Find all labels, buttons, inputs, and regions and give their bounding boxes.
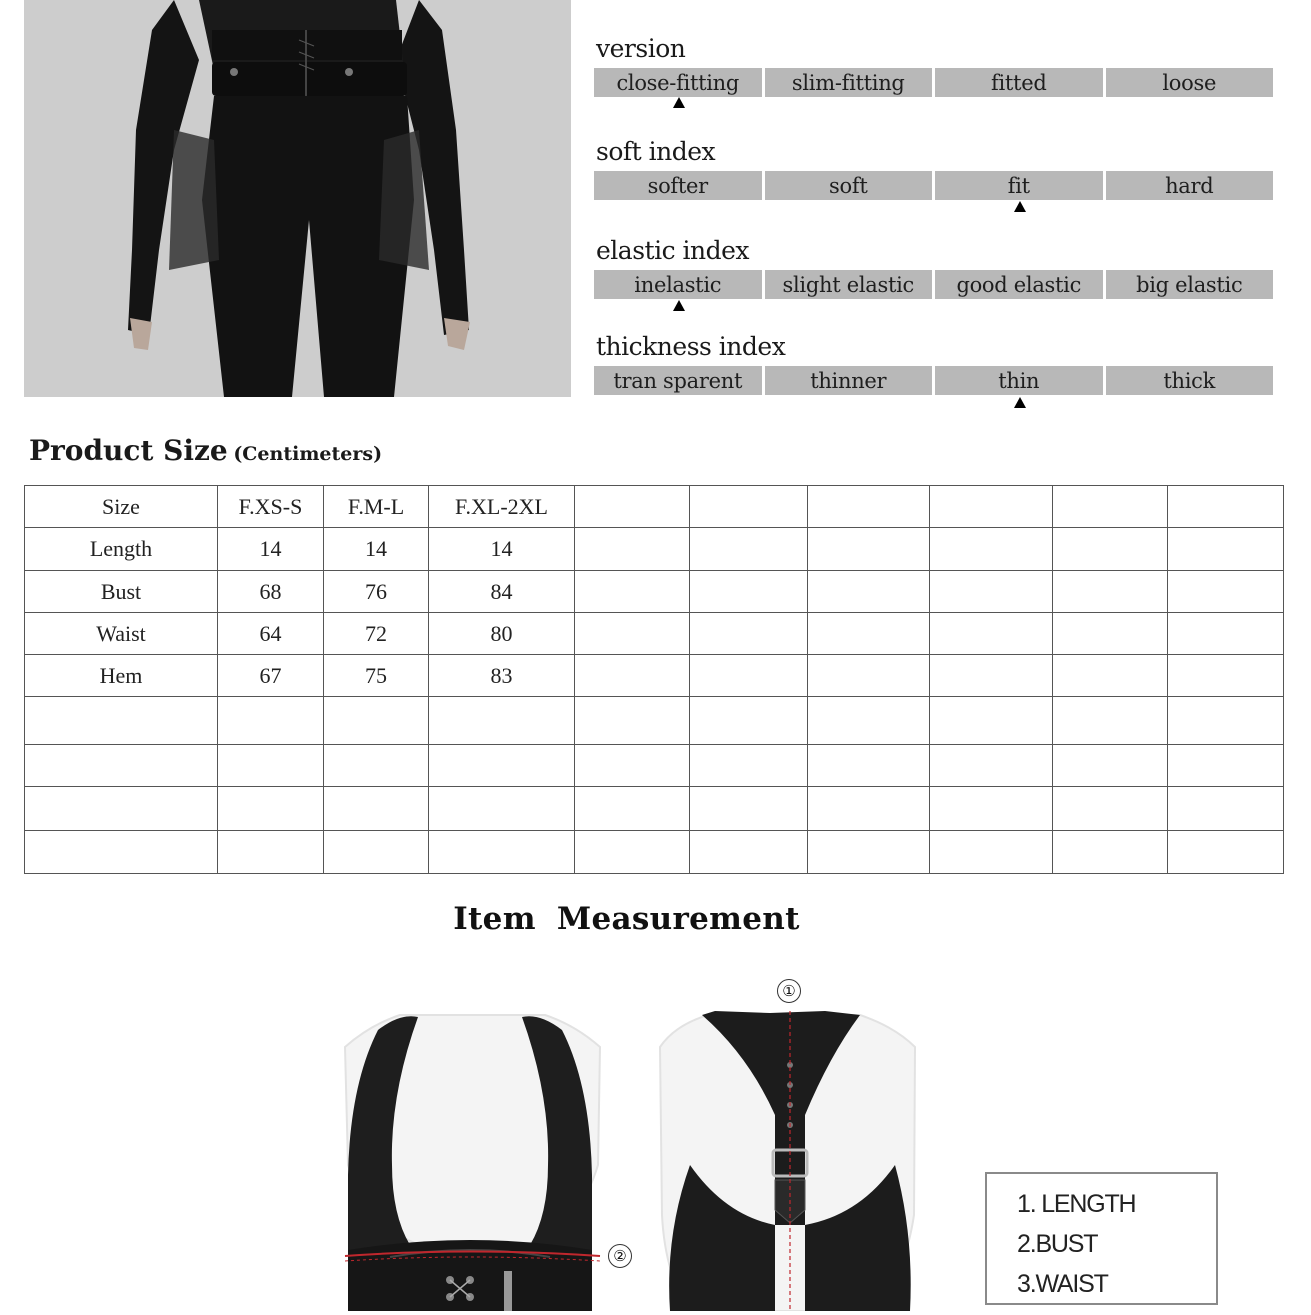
table-cell [429, 745, 575, 787]
table-cell [1053, 655, 1168, 697]
product-size-unit: (Centimeters) [233, 443, 383, 465]
table-header-cell: F.XS-S [218, 486, 324, 528]
table-cell: 83 [429, 655, 575, 697]
table-row [25, 613, 1284, 655]
table-cell [1053, 613, 1168, 655]
product-photo [24, 0, 571, 397]
scale-option: thinner [765, 366, 933, 395]
table-cell [25, 831, 218, 874]
scale-option: big elastic [1106, 270, 1274, 299]
table-cell [429, 787, 575, 831]
product-size-heading: Product Size [29, 434, 228, 467]
table-cell [690, 571, 808, 613]
scale-option: loose [1106, 68, 1274, 97]
table-cell [429, 831, 575, 874]
scale-row [594, 68, 1273, 97]
scale-row [594, 171, 1273, 200]
table-cell [218, 831, 324, 874]
selected-marker-icon [1014, 201, 1026, 212]
table-cell [324, 831, 429, 874]
table-cell: Waist [25, 613, 218, 655]
table-cell [1053, 787, 1168, 831]
table-cell [690, 486, 808, 528]
table-cell [930, 528, 1053, 571]
measurement-legend [985, 1172, 1218, 1305]
marker-1-icon: ① [777, 979, 801, 1003]
table-cell [690, 787, 808, 831]
table-cell [690, 697, 808, 745]
table-cell [1168, 571, 1284, 613]
table-row [25, 787, 1284, 831]
table-cell [575, 831, 690, 874]
table-cell: 14 [429, 528, 575, 571]
table-cell [808, 787, 930, 831]
table-cell [808, 571, 930, 613]
table-cell [1168, 655, 1284, 697]
table-cell [808, 831, 930, 874]
table-cell [808, 655, 930, 697]
table-cell [575, 697, 690, 745]
table-cell [808, 486, 930, 528]
table-cell [690, 528, 808, 571]
table-cell: 64 [218, 613, 324, 655]
scale-title: elastic index [596, 236, 750, 265]
table-cell [1053, 697, 1168, 745]
table-cell [324, 697, 429, 745]
table-cell [575, 655, 690, 697]
legend-item: 1. LENGTH [1017, 1190, 1136, 1218]
table-cell [1053, 486, 1168, 528]
product-size-title [29, 434, 382, 467]
scale-option: close-fitting [594, 68, 762, 97]
table-cell [575, 571, 690, 613]
selected-marker-icon [1014, 397, 1026, 408]
table-cell [25, 697, 218, 745]
table-cell [808, 613, 930, 655]
table-cell: 84 [429, 571, 575, 613]
table-cell: 75 [324, 655, 429, 697]
table-cell [1168, 486, 1284, 528]
table-cell [1168, 528, 1284, 571]
scale-option: fit [935, 171, 1103, 200]
vest-front [345, 1015, 600, 1311]
table-cell [690, 745, 808, 787]
table-cell: Hem [25, 655, 218, 697]
table-row [25, 745, 1284, 787]
table-cell [1053, 831, 1168, 874]
table-cell: 80 [429, 613, 575, 655]
table-cell [575, 745, 690, 787]
table-cell: 76 [324, 571, 429, 613]
garment-diagram [330, 975, 930, 1315]
scale-title: thickness index [596, 332, 786, 361]
table-row [25, 831, 1284, 874]
scale-option: tran sparent [594, 366, 762, 395]
table-cell [690, 613, 808, 655]
table-cell: 67 [218, 655, 324, 697]
scale-option: inelastic [594, 270, 762, 299]
size-table [24, 485, 1284, 874]
model-illustration [24, 0, 571, 397]
vest-back [660, 1011, 915, 1311]
table-cell [324, 787, 429, 831]
item-measurement-title: Item Measurement [453, 901, 800, 937]
table-cell [690, 655, 808, 697]
table-cell: 68 [218, 571, 324, 613]
legend-item: 2.BUST [1017, 1230, 1098, 1258]
scale-row [594, 366, 1273, 395]
table-cell [808, 528, 930, 571]
legend-item: 3.WAIST [1017, 1270, 1108, 1298]
selected-marker-icon [673, 300, 685, 311]
scale-option: softer [594, 171, 762, 200]
table-cell [930, 831, 1053, 874]
table-cell [1053, 528, 1168, 571]
scale-row [594, 270, 1273, 299]
scale-option: thin [935, 366, 1103, 395]
table-row [25, 655, 1284, 697]
scale-option: slim-fitting [765, 68, 933, 97]
table-cell [575, 528, 690, 571]
marker-2-icon: ② [608, 1244, 632, 1268]
table-header-row [25, 486, 1284, 528]
table-cell [930, 486, 1053, 528]
table-cell [575, 613, 690, 655]
table-row [25, 571, 1284, 613]
table-cell [930, 655, 1053, 697]
scale-option: soft [765, 171, 933, 200]
table-header-cell: F.M-L [324, 486, 429, 528]
table-cell [1168, 787, 1284, 831]
table-cell: 72 [324, 613, 429, 655]
table-cell [575, 486, 690, 528]
table-header-cell: F.XL-2XL [429, 486, 575, 528]
table-row [25, 528, 1284, 571]
table-cell [25, 787, 218, 831]
table-cell [1168, 831, 1284, 874]
table-cell [930, 787, 1053, 831]
table-cell [930, 697, 1053, 745]
table-cell [930, 613, 1053, 655]
table-cell [1053, 745, 1168, 787]
table-cell [1168, 745, 1284, 787]
scale-title: version [596, 34, 686, 63]
table-row [25, 697, 1284, 745]
scale-option: good elastic [935, 270, 1103, 299]
table-cell: Length [25, 528, 218, 571]
table-cell [218, 787, 324, 831]
table-cell [1053, 571, 1168, 613]
table-cell [1168, 613, 1284, 655]
table-cell [218, 697, 324, 745]
selected-marker-icon [673, 97, 685, 108]
table-cell [930, 571, 1053, 613]
scale-title: soft index [596, 137, 716, 166]
scale-option: thick [1106, 366, 1274, 395]
table-cell: 14 [218, 528, 324, 571]
scale-option: slight elastic [765, 270, 933, 299]
table-cell: 14 [324, 528, 429, 571]
table-cell [218, 745, 324, 787]
table-cell [808, 745, 930, 787]
table-cell [1168, 697, 1284, 745]
table-cell [429, 697, 575, 745]
table-cell [808, 697, 930, 745]
table-header-cell: Size [25, 486, 218, 528]
table-cell [25, 745, 218, 787]
table-cell [930, 745, 1053, 787]
table-cell [324, 745, 429, 787]
table-cell [690, 831, 808, 874]
table-cell [575, 787, 690, 831]
scale-option: hard [1106, 171, 1274, 200]
table-cell: Bust [25, 571, 218, 613]
scale-option: fitted [935, 68, 1103, 97]
